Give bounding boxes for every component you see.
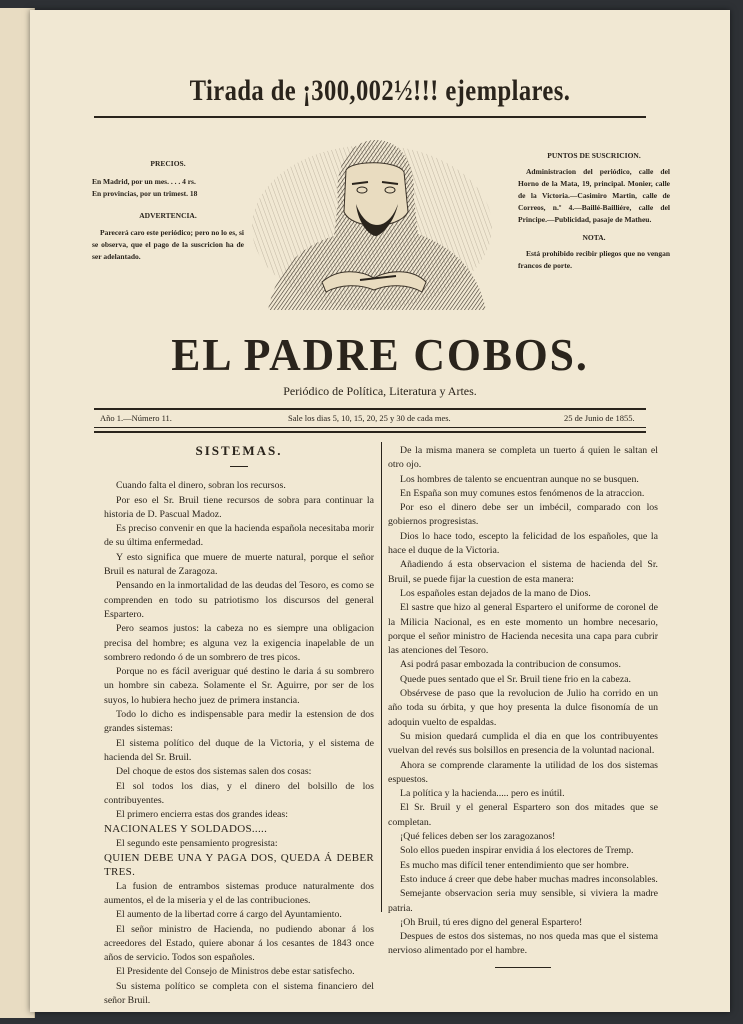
paragraph: Obsérvese de paso que la revolucion de Julio ha corrido en un año toda su órbita, y que hoy presenta la dulce fisonomía de un adoquin vuelto de espaldas. (388, 688, 658, 728)
paragraph: Cuando falta el dinero, sobran los recursos. (116, 480, 286, 492)
paragraph: QUIEN DEBE UNA Y PAGA DOS, QUEDA Á DEBER TRES. (104, 852, 374, 879)
paragraph: NACIONALES Y SOLDADOS..... (104, 823, 268, 836)
tirada-banner: Tirada de ¡300,002½!!! ejemplares. (189, 74, 571, 107)
article-left-column (104, 444, 374, 1008)
price-madrid: En Madrid, por un mes. . . . 4 rs. (92, 177, 196, 186)
paragraph: Por eso el dinero debe ser un imbécil, comparado con los gobiernos progresistas. (388, 502, 658, 528)
issue-number: Año 1.—Número 11. (100, 413, 172, 423)
paragraph: Y esto significa que muere de muerte natural, porque el señor Bruil es natural de Zaragoza. (104, 551, 374, 578)
article-right-column (388, 444, 658, 968)
subscription-box (518, 150, 670, 272)
subscription-text: Administracion del periódico, calle del Horno de la Mata, 19, principal. Monier, calle de la Victoria.—Casimiro Martin, calle de Correos, n.º 4.—Baillé-Bailliére, calle del Principe.—Publicidad, pasaje de Matheu. (518, 167, 670, 224)
paragraph: El sol todos los dias, y el dinero del bolsillo de los contribuyentes. (104, 780, 374, 806)
paragraph: Solo ellos pueden inspirar envidia á los electores de Tremp. (400, 845, 634, 857)
article-heading: SISTEMAS. (195, 443, 283, 458)
advert-heading: ADVERTENCIA. (139, 211, 197, 220)
paragraph: Del choque de estos dos sistemas salen dos cosas: (116, 766, 312, 778)
advert-text: Parecerá caro este periódico; pero no lo es, si se observa, que el pago de la suscricion ha de ser adelantado. (92, 228, 244, 261)
paragraph: Su sistema político se completa con el sistema financiero del señor Bruil. (104, 980, 374, 1006)
paragraph: Porque no es fácil averiguar qué destino le daria á su sombrero un hombre sin cabeza. Solamente el Sr. Aguirre, por ser de los suyos, lo hubiera hecho juez de primera instancia. (104, 666, 374, 706)
paragraph: Todo lo dicho es indispensable para medir la estension de dos grandes sistemas: (104, 709, 374, 735)
paragraph: Semejante observacion seria muy sensible, si viviera la madre patria. (388, 888, 658, 914)
paragraph: El Sr. Bruil y el general Espartero son dos mitades que se completan. (388, 802, 658, 828)
paragraph: El Presidente del Consejo de Ministros debe estar satisfecho. (116, 966, 355, 978)
paragraph: Quede pues sentado que el Sr. Bruil tiene frio en la cabeza. (400, 673, 631, 685)
dateline-rule-mid (94, 427, 646, 428)
end-rule (495, 967, 551, 968)
paragraph: Añadiendo á esta observacion el sistema de hacienda del Sr. Bruil, se puede fijar la cuestion de esta manera: (388, 559, 658, 585)
paragraph: De la misma manera se completa un tuerto á quien le saltan el otro ojo. (388, 445, 658, 471)
paragraph: La política y la hacienda..... pero es inútil. (400, 788, 565, 800)
masthead-subtitle: Periódico de Política, Literatura y Artes. (283, 384, 477, 398)
prices-heading: PRECIOS. (150, 159, 186, 168)
newspaper-page (30, 10, 730, 1012)
price-provinces: En provincias, por un trimest. 18 (92, 189, 198, 198)
paragraph: La fusion de entrambos sistemas produce naturalmente dos aumentos, el de la miseria y el de las contribuciones. (104, 880, 374, 906)
paragraph: El aumento de la libertad corre á cargo del Ayuntamiento. (116, 909, 342, 921)
paragraph: Ahora se comprende claramente la utilidad de los dos sistemas espuestos. (388, 759, 658, 785)
paragraph: El primero encierra estas dos grandes ideas: (116, 809, 288, 821)
subscription-heading: PUNTOS DE SUSCRICION. (547, 151, 641, 160)
paragraph: ¡Qué felices deben ser los zaragozanos! (400, 831, 556, 843)
paragraph: En España son muy comunes estos fenómenos de la atraccion. (400, 487, 645, 499)
paragraph: Pensando en la inmortalidad de las deudas del Tesoro, es como se comprenden en todo su patriotismo los discursos del general Espartero. (104, 580, 374, 620)
heading-underline (230, 466, 248, 467)
prices-box (92, 158, 244, 263)
paragraph: El sastre que hizo al general Espartero el uniforme de coronel de la Milicia Nacional, es en este momento un hombre necesario, porque el señor ministro de Hacienda necesita una capa para cubrir las atenciones del Tesoro. (388, 602, 658, 657)
paragraph: Asi podrá pasar embozada la contribucion de consumos. (400, 659, 621, 671)
paragraph: El sistema político del duque de la Victoria, y el sistema de hacienda del Sr. Bruil. (104, 737, 374, 763)
dateline-rule-bottom (94, 431, 646, 433)
paragraph: Es preciso convenir en que la hacienda española necesitaba morir de su última enfermedad. (104, 523, 374, 549)
dateline-rule-top (94, 408, 646, 410)
paragraph: Por eso el Sr. Bruil tiene recursos de sobra para continuar la historia de D. Pascual Madoz. (104, 494, 374, 520)
paragraph: Despues de estos dos sistemas, no nos queda mas que el sistema nervioso alimentado por el hambre. (388, 931, 658, 957)
paragraph: Los hombres de talento se encuentran aunque no se busquen. (400, 473, 639, 485)
paragraph: El señor ministro de Hacienda, no pudiendo abonar á los acreedores del Estado, quiere abonar á los cesantes de 1843 once años de servicio. Todos son españoles. (104, 923, 374, 964)
note-text: Está prohibido recibir pliegos que no vengan francos de porte. (518, 249, 670, 270)
paragraph: Pero seamos justos: la cabeza no es siempre una obligacion precisa del hombre; es alguna vez la exigencia inapelable de un sombrero redondo ó de un sombrero de tres picos. (104, 623, 374, 663)
column-divider (381, 442, 382, 912)
note-heading: NOTA. (582, 233, 606, 242)
paragraph: El segundo este pensamiento progresista: (116, 837, 278, 849)
paragraph: Los españoles estan dejados de la mano de Dios. (400, 587, 591, 599)
paragraph: Su mision quedará cumplida el dia en que los contribuyentes vuelvan del revés sus bolsillos en presencia de la voluntad nacional. (388, 730, 658, 757)
masthead-title: EL PADRE COBOS. (171, 329, 589, 380)
header-rule (94, 116, 646, 118)
paragraph: Esto induce á creer que debe haber muchas madres inconsolables. (400, 873, 658, 885)
padre-cobos-engraving (248, 132, 496, 312)
publication-schedule: Sale los dias 5, 10, 15, 20, 25 y 30 de cada mes. (288, 413, 451, 423)
paragraph: Es mucho mas difícil tener entendimiento que ser hombre. (400, 859, 629, 871)
paragraph: ¡Oh Bruil, tú eres digno del general Espartero! (400, 916, 583, 928)
issue-date: 25 de Junio de 1855. (564, 413, 635, 423)
paragraph: Dios lo hace todo, escepto la felicidad de los españoles, que la hace el duque de la Victoria. (388, 530, 658, 557)
